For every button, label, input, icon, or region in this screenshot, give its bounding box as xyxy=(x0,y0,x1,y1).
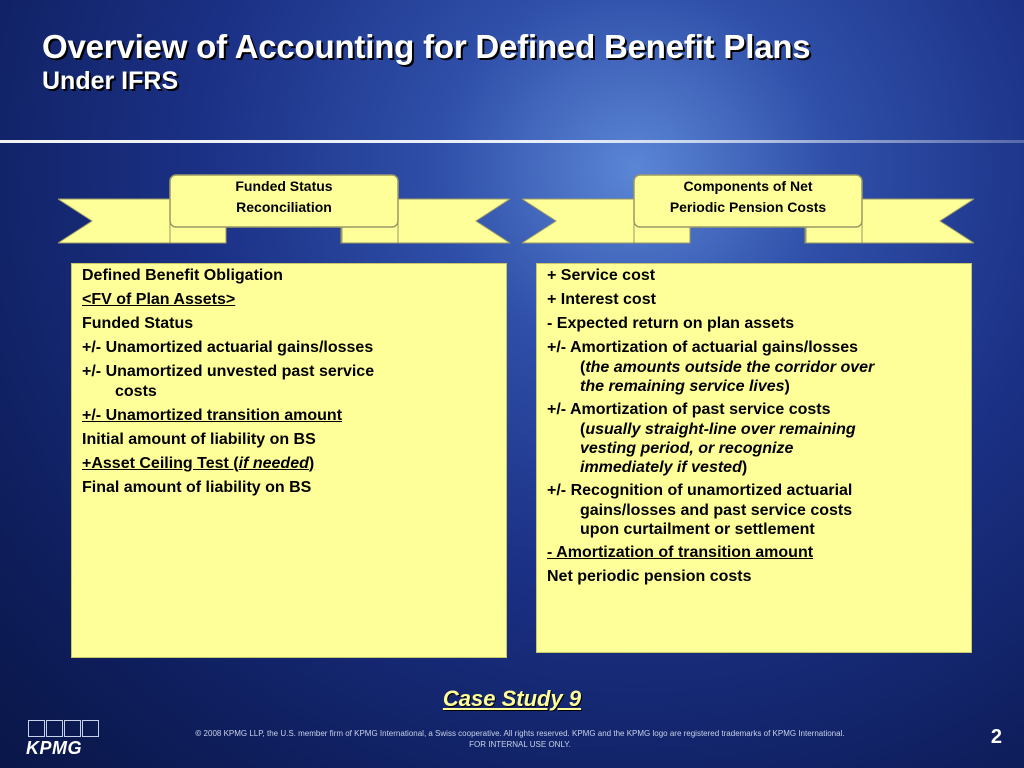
list-item: Initial amount of liability on BS xyxy=(82,431,316,448)
list-item xyxy=(82,406,496,426)
list-item-line: +/- Amortization of past service costs xyxy=(547,401,831,418)
list-item-line: +/- Unamortized unvested past service xyxy=(82,363,375,380)
footer xyxy=(140,728,900,750)
logo-boxes xyxy=(28,720,99,737)
logo-box xyxy=(64,720,81,737)
footer-line2: FOR INTERNAL USE ONLY. xyxy=(469,740,571,749)
list-item xyxy=(82,362,496,402)
list-item-line: +/- Recognition of unamortized actuarial xyxy=(547,482,853,499)
list-item xyxy=(82,454,496,474)
page-number: 2 xyxy=(990,726,1002,748)
left-banner-line2: Reconciliation xyxy=(236,199,332,215)
footer-copyright: 2008 KPMG LLP, the U.S. member firm of KPMG International, a Swiss cooperative. All rights reserved. KPMG and the KPMG logo are registered trademarks of KPMG International. xyxy=(203,729,845,738)
pension-costs-panel xyxy=(536,263,972,653)
title-divider xyxy=(0,140,1024,143)
open-paren: ( xyxy=(580,359,586,376)
footer-line1 xyxy=(140,728,900,739)
list-item xyxy=(547,400,961,477)
list-item-text: - Amortization of transition amount xyxy=(547,544,814,561)
close-paren: ) xyxy=(784,378,790,395)
list-item-continuation: costs xyxy=(115,383,157,400)
logo-box xyxy=(82,720,99,737)
list-item-line: +/- Amortization of actuarial gains/losses xyxy=(547,339,859,356)
open-paren: ( xyxy=(580,421,586,438)
list-item-continuation xyxy=(547,458,961,477)
title-block xyxy=(42,28,810,96)
list-item-continuation xyxy=(547,358,961,377)
list-item-continuation: gains/losses and past service costs xyxy=(580,502,853,519)
logo-text: KPMG xyxy=(26,738,82,758)
right-banner-line2: Periodic Pension Costs xyxy=(669,199,827,215)
list-item-continuation xyxy=(547,420,961,439)
slide-title: Overview of Accounting for Defined Benefit Plans xyxy=(42,28,811,65)
list-item: <FV of Plan Assets> xyxy=(82,291,236,308)
list-item: Funded Status xyxy=(82,315,194,332)
list-item xyxy=(547,481,961,539)
right-banner-label xyxy=(634,176,862,218)
list-item xyxy=(547,338,961,396)
list-item-italic: usually straight-line over remaining xyxy=(585,421,856,438)
list-item-continuation: upon curtailment or settlement xyxy=(580,521,815,538)
list-item: + Interest cost xyxy=(547,291,656,308)
list-item-italic: immediately if vested xyxy=(580,459,742,476)
list-item-italic: the amounts outside the corridor over xyxy=(585,359,875,376)
list-item: Final amount of liability on BS xyxy=(82,479,312,496)
copyright-symbol: © xyxy=(195,729,202,738)
list-item: + Service cost xyxy=(547,267,656,284)
list-item: - Expected return on plan assets xyxy=(547,315,795,332)
list-item: Net periodic pension costs xyxy=(547,568,752,585)
right-banner-line1: Components of Net xyxy=(683,178,813,194)
list-item-italic: if needed xyxy=(238,455,309,472)
list-item-text-part: +Asset Ceiling Test ( xyxy=(82,455,239,472)
kpmg-logo-icon xyxy=(26,720,99,759)
logo-box xyxy=(46,720,63,737)
list-item-text-part: ) xyxy=(308,455,315,472)
logo-box xyxy=(28,720,45,737)
list-item-italic: vesting period, or recognize xyxy=(580,440,794,457)
close-paren: ) xyxy=(741,459,748,476)
funded-status-panel xyxy=(71,263,507,658)
left-banner-line1: Funded Status xyxy=(235,178,333,194)
list-item-continuation xyxy=(547,377,961,396)
list-item: +/- Unamortized actuarial gains/losses xyxy=(82,339,374,356)
slide-subtitle: Under IFRS xyxy=(42,67,179,95)
left-banner-label xyxy=(170,176,398,218)
list-item-text xyxy=(82,455,314,472)
list-item-continuation xyxy=(547,439,961,458)
case-study-link[interactable]: Case Study 9 xyxy=(442,686,582,711)
list-item-italic: the remaining service lives xyxy=(580,378,785,395)
list-item xyxy=(547,543,961,563)
list-item-text: +/- Unamortized transition amount xyxy=(82,407,343,424)
list-item: Defined Benefit Obligation xyxy=(82,267,283,284)
